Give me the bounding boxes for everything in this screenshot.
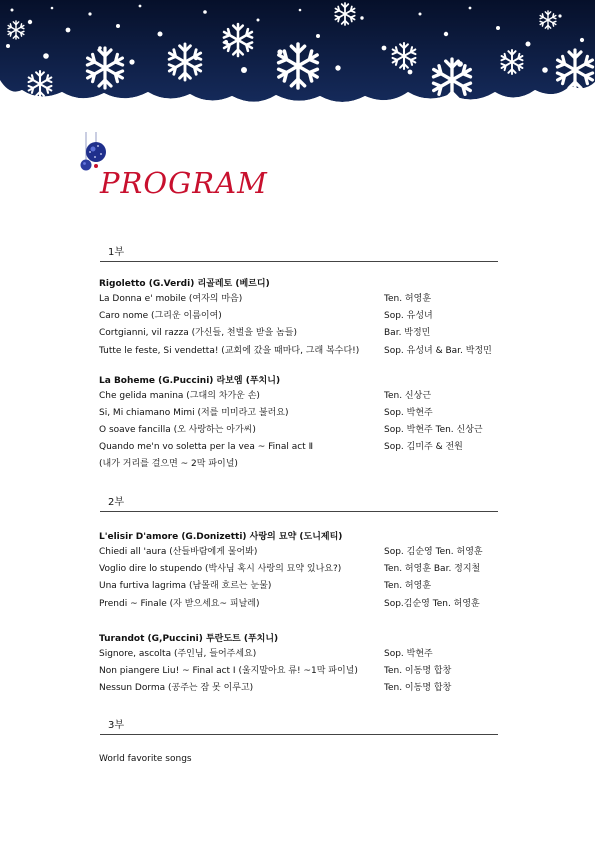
- program-row: [99, 580, 432, 592]
- program-row: [99, 310, 433, 322]
- piece-title: Una furtiva lagrima (남몰래 흐르는 눈물): [99, 581, 272, 591]
- piece-title: Prendi ~ Finale (자 받으세요~ 피날레): [99, 599, 260, 609]
- performer: Sop. 김미주 & 전원: [384, 442, 463, 452]
- performer: Bar. 박정민: [384, 328, 431, 338]
- section-label: 2부: [108, 497, 125, 508]
- piece-title: Che gelida manina (그대의 차가운 손): [99, 391, 260, 401]
- program-row: [99, 424, 483, 436]
- section-divider: [100, 261, 498, 262]
- work-title: Rigoletto (G.Verdi) 리골레토 (베르디): [99, 279, 270, 289]
- piece-title: Cortgianni, vil razza (가신들, 천벌을 받을 놈들): [99, 328, 298, 338]
- section-label: 1부: [108, 247, 125, 258]
- performer: Ten. 허영훈: [384, 294, 432, 304]
- page-title: PROGRAM: [100, 166, 268, 200]
- performer: Sop. 유성녀 & Bar. 박정민: [384, 346, 492, 356]
- program-row: [99, 753, 192, 765]
- program-row: [99, 648, 433, 660]
- section-label: 3부: [108, 720, 125, 731]
- piece-title: World favorite songs: [99, 754, 192, 764]
- work-title: L'elisir D'amore (G.Donizetti) 사랑의 묘약 (도니제티): [99, 532, 343, 542]
- program-row: [99, 563, 481, 575]
- program-row: [99, 407, 433, 419]
- work-title: Turandot (G,Puccini) 투란도트 (푸치니): [99, 634, 279, 644]
- program-row: [99, 441, 463, 453]
- piece-title: Quando me'n vo soletta per la vea ~ Final act Ⅱ: [99, 442, 314, 452]
- piece-title: Nessun Dorma (공주는 잠 못 이루고): [99, 683, 254, 693]
- performer: Ten. 이동명 합창: [384, 683, 452, 693]
- performer: Sop. 박현주 Ten. 신상근: [384, 425, 483, 435]
- performer: Ten. 허영훈: [384, 581, 432, 591]
- program-row: [99, 345, 492, 357]
- piece-title: Non piangere Liu! ~ Final act Ⅰ (울지말아요 류! ~1막 파이널): [99, 666, 358, 676]
- program-row: [99, 682, 452, 694]
- program-row: [99, 546, 483, 558]
- performer: Sop.김순영 Ten. 허영훈: [384, 599, 480, 609]
- section-divider: [100, 734, 498, 735]
- piece-title: O soave fancilla (오 사랑하는 아가씨): [99, 425, 256, 435]
- performer: Ten. 이동명 합창: [384, 666, 452, 676]
- piece-title: Si, Mi chiamano Mimi (저를 미미라고 불러요): [99, 408, 289, 418]
- piece-title: Signore, ascolta (주인님, 들어주세요): [99, 649, 257, 659]
- program-row: [99, 293, 432, 305]
- piece-title: Chiedi all 'aura (산들바람에게 물어봐): [99, 547, 258, 557]
- performer: Sop. 박현주: [384, 649, 433, 659]
- program-row: [99, 665, 452, 677]
- piece-title: Voglio dire lo stupendo (박사님 혹시 사랑의 묘약 있나요?): [99, 564, 342, 574]
- piece-title: La Donna e' mobile (여자의 마음): [99, 294, 243, 304]
- program-row: [99, 598, 480, 610]
- snowflake-header-banner: [0, 0, 595, 112]
- performer: Sop. 김순영 Ten. 허영훈: [384, 547, 483, 557]
- program-row: [99, 327, 431, 339]
- performer: Ten. 허영훈 Bar. 정지철: [384, 564, 481, 574]
- program-row: [99, 458, 238, 470]
- performer: Ten. 신상근: [384, 391, 432, 401]
- piece-title: (내가 거리를 걸으면 ~ 2막 파이널): [99, 459, 238, 469]
- performer: Sop. 유성녀: [384, 311, 433, 321]
- performer: Sop. 박현주: [384, 408, 433, 418]
- program-row: [99, 390, 432, 402]
- work-title: La Boheme (G.Puccini) 라보엠 (푸치니): [99, 376, 281, 386]
- section-divider: [100, 511, 498, 512]
- piece-title: Tutte le feste, Si vendetta! (교회에 갔을 때마다, 그래 복수다!): [99, 346, 360, 356]
- piece-title: Caro nome (그리운 이름이여): [99, 311, 222, 321]
